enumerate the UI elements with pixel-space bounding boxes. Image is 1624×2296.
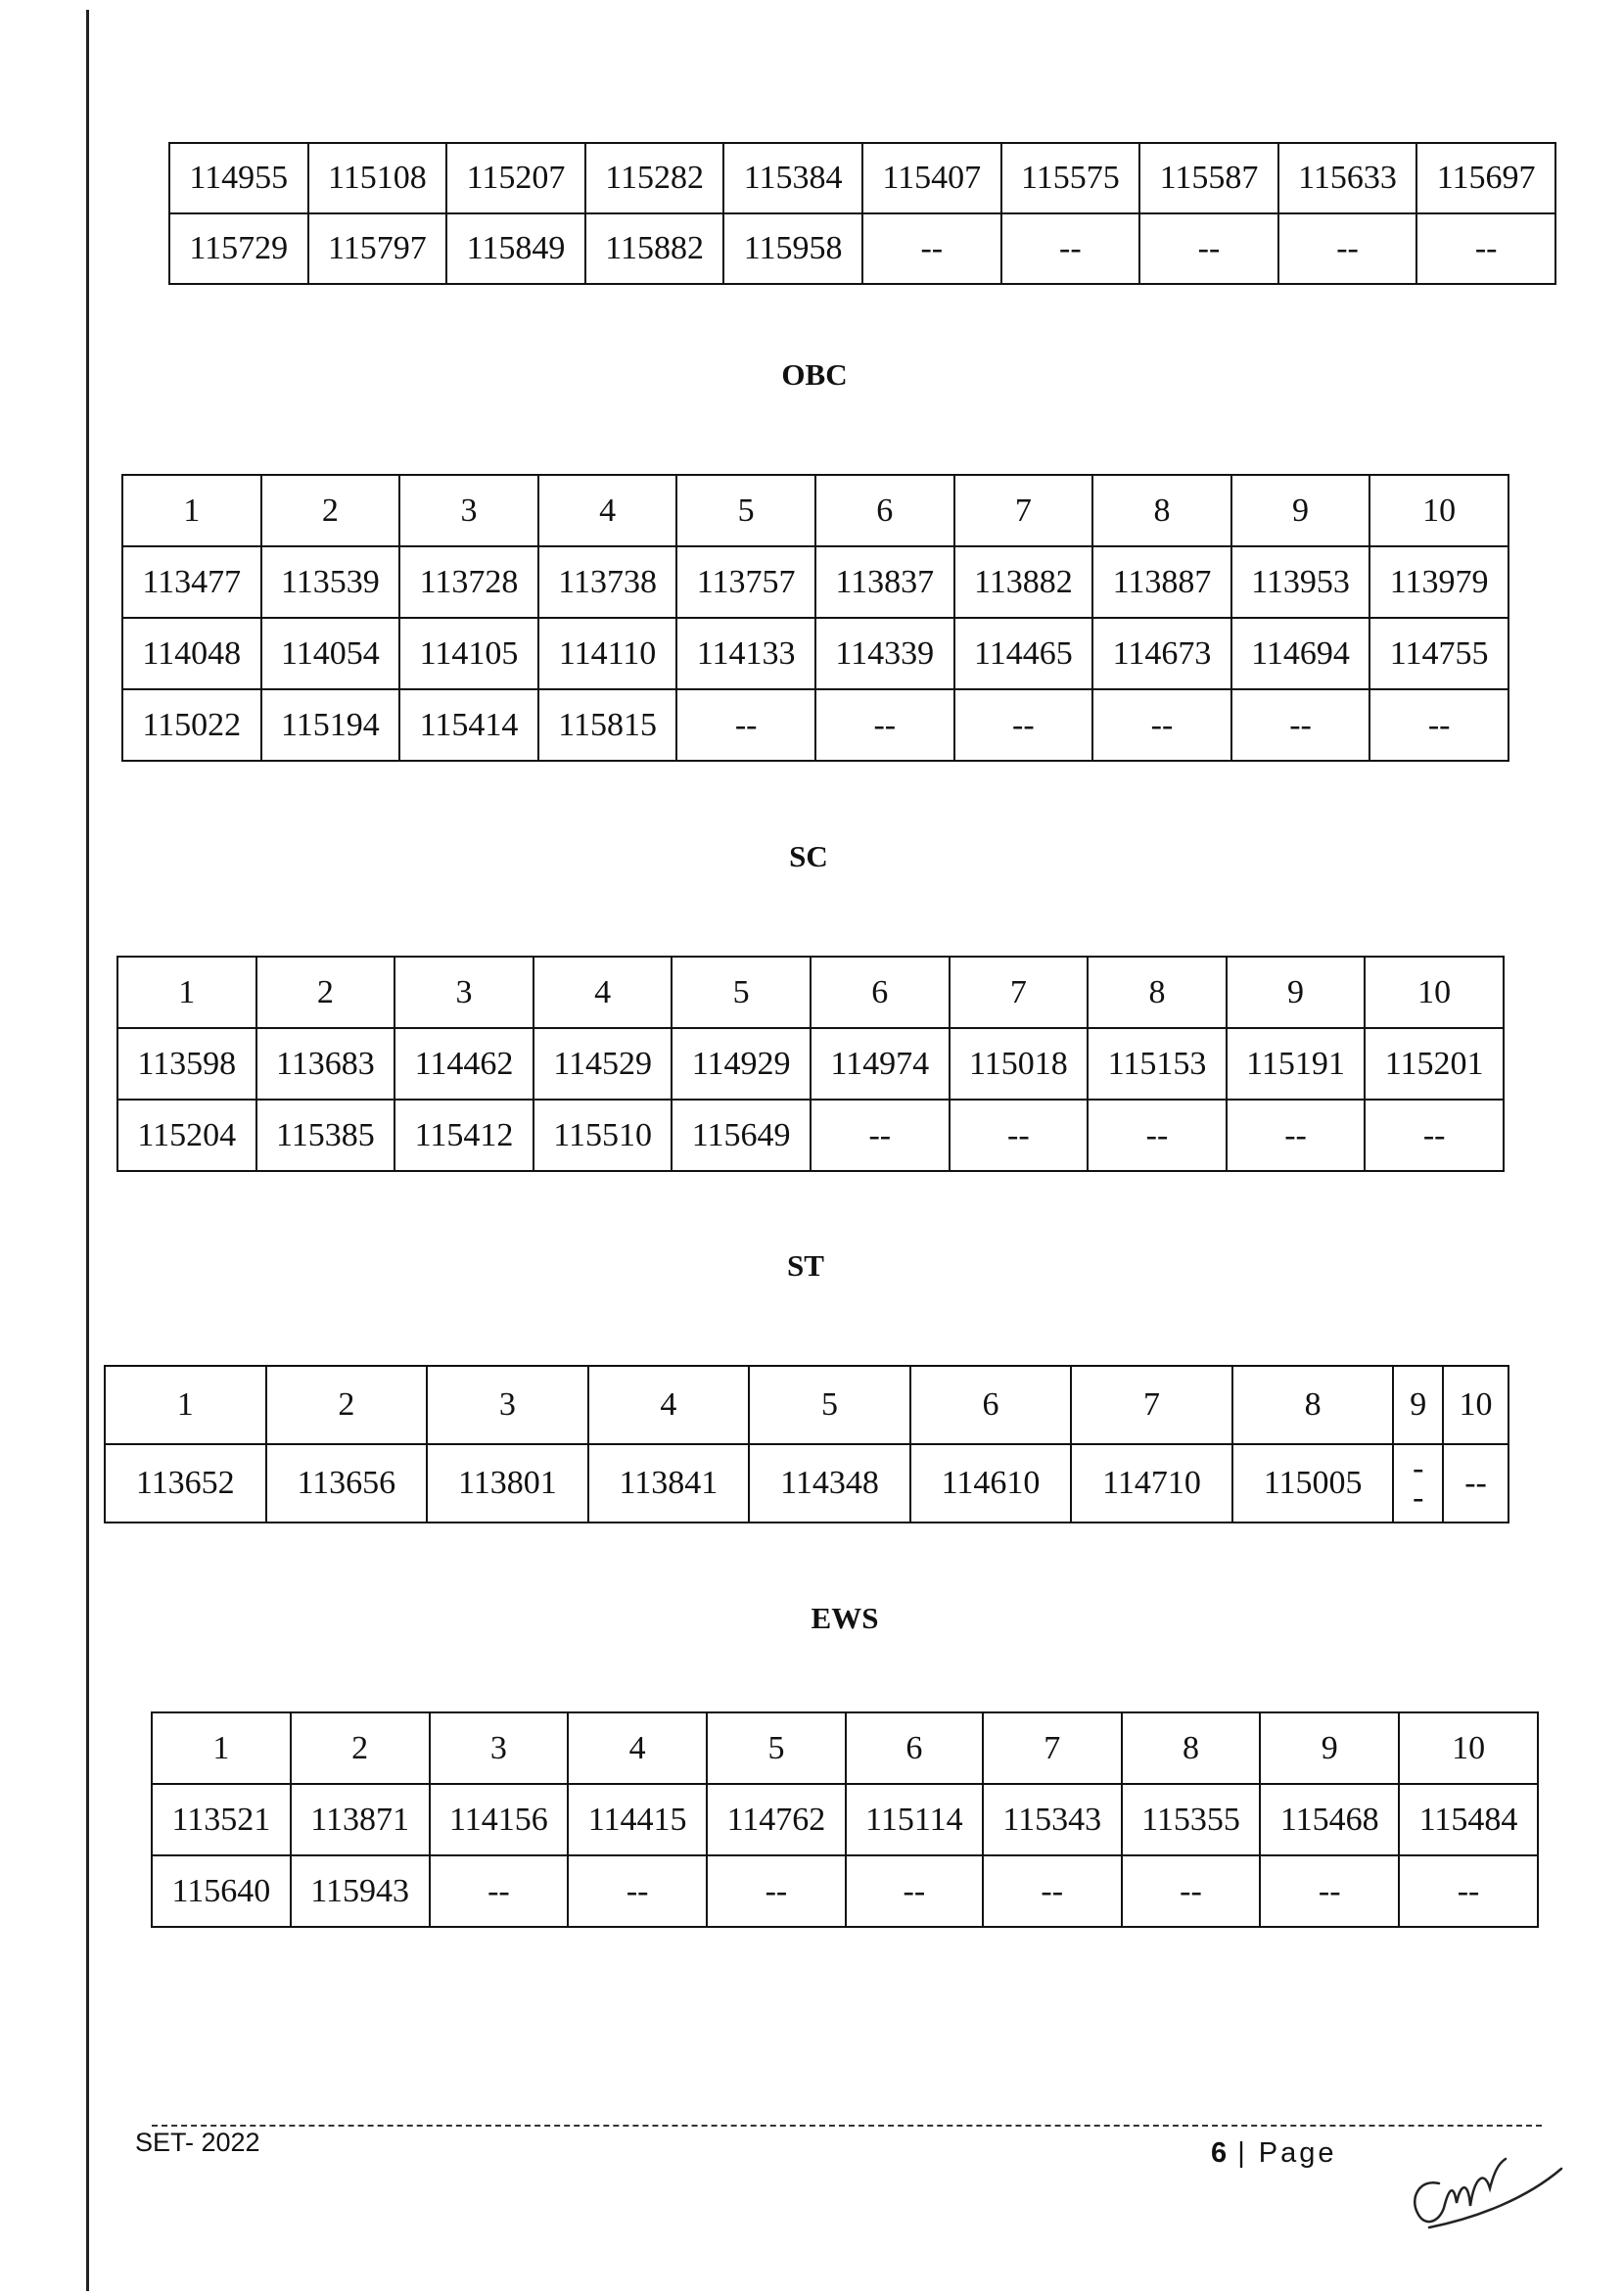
left-margin-line xyxy=(86,10,89,2291)
table-cell: 115355 xyxy=(1122,1784,1261,1855)
table-cell: 8 xyxy=(1088,957,1227,1028)
table-row xyxy=(122,618,1508,689)
table-cell: 6 xyxy=(811,957,950,1028)
table-row xyxy=(152,1855,1538,1927)
table-cell: 115640 xyxy=(152,1855,291,1927)
table-cell: 115587 xyxy=(1139,143,1278,213)
table-cell: 115697 xyxy=(1416,143,1555,213)
table-cell: -- xyxy=(1260,1855,1399,1927)
table-cell: -- xyxy=(1088,1100,1227,1171)
table-row xyxy=(152,1784,1538,1855)
table-cell: 9 xyxy=(1260,1712,1399,1784)
table-cell: 114048 xyxy=(122,618,261,689)
table-cell: 114755 xyxy=(1369,618,1508,689)
table-cell: 113979 xyxy=(1369,546,1508,618)
table-cell: 115729 xyxy=(169,213,308,284)
table-cell: 1 xyxy=(152,1712,291,1784)
st-table xyxy=(104,1365,1509,1523)
table-cell: 113871 xyxy=(291,1784,430,1855)
table-cell: -- xyxy=(568,1855,707,1927)
table-cell: 114133 xyxy=(676,618,815,689)
table-cell: 10 xyxy=(1365,957,1504,1028)
table-cell: 4 xyxy=(538,475,677,546)
table-cell: 114974 xyxy=(811,1028,950,1100)
table-cell: 114694 xyxy=(1231,618,1370,689)
table-cell: 8 xyxy=(1122,1712,1261,1784)
table-cell: 113539 xyxy=(261,546,400,618)
table-cell: 7 xyxy=(1071,1366,1232,1444)
ews-table xyxy=(151,1711,1539,1928)
table-cell: 115191 xyxy=(1227,1028,1366,1100)
table-cell: 114110 xyxy=(538,618,677,689)
table-cell: 5 xyxy=(672,957,811,1028)
table-cell: 113652 xyxy=(105,1444,266,1523)
table-cell: 9 xyxy=(1231,475,1370,546)
table-cell: -- xyxy=(1231,689,1370,761)
table-cell: 115385 xyxy=(256,1100,395,1171)
table-cell: 113656 xyxy=(266,1444,428,1523)
table-cell: 115282 xyxy=(585,143,724,213)
table-cell: 2 xyxy=(291,1712,430,1784)
table-cell: 113757 xyxy=(676,546,815,618)
table-cell: 9 xyxy=(1393,1366,1443,1444)
sc-heading: SC xyxy=(789,839,828,873)
table-cell: 6 xyxy=(846,1712,983,1784)
table-row xyxy=(105,1444,1508,1523)
table-cell: 115958 xyxy=(723,213,862,284)
table-cell: 115815 xyxy=(538,689,677,761)
table-cell: 114156 xyxy=(430,1784,569,1855)
table-row xyxy=(122,475,1508,546)
table-cell: 113598 xyxy=(117,1028,256,1100)
table-cell: 10 xyxy=(1443,1366,1508,1444)
table-cell: 115943 xyxy=(291,1855,430,1927)
table-cell: -- xyxy=(1365,1100,1504,1171)
table-cell: -- xyxy=(676,689,815,761)
page-number: 6 xyxy=(1211,2137,1228,2169)
table-cell: 115882 xyxy=(585,213,724,284)
table-cell: -- xyxy=(1399,1855,1538,1927)
obc-heading: OBC xyxy=(781,357,848,392)
sc-table xyxy=(116,956,1505,1172)
table-cell: 10 xyxy=(1399,1712,1538,1784)
table-row xyxy=(122,689,1508,761)
table-cell: 2 xyxy=(266,1366,428,1444)
table-cell: 113728 xyxy=(399,546,538,618)
table-cell: 1 xyxy=(122,475,261,546)
table-cell: 115114 xyxy=(846,1784,983,1855)
table-cell: 8 xyxy=(1092,475,1231,546)
table-cell: 114710 xyxy=(1071,1444,1232,1523)
table-cell: 115207 xyxy=(446,143,585,213)
table-cell: 113521 xyxy=(152,1784,291,1855)
table-cell: 2 xyxy=(261,475,400,546)
table-cell: 114673 xyxy=(1092,618,1231,689)
table-cell: -- xyxy=(983,1855,1122,1927)
table-cell: 113882 xyxy=(954,546,1093,618)
table-cell: 113953 xyxy=(1231,546,1370,618)
table-cell: 6 xyxy=(815,475,954,546)
table-cell: -- xyxy=(1443,1444,1508,1523)
table-cell: 113683 xyxy=(256,1028,395,1100)
table-cell: 115005 xyxy=(1232,1444,1394,1523)
table-cell: -- xyxy=(430,1855,569,1927)
table-cell: -- xyxy=(1369,689,1508,761)
table-row xyxy=(169,143,1555,213)
table-row xyxy=(117,957,1504,1028)
table-cell: 113801 xyxy=(427,1444,588,1523)
table-cell: 4 xyxy=(588,1366,750,1444)
table-cell: 115633 xyxy=(1278,143,1417,213)
table-cell: -- xyxy=(950,1100,1089,1171)
table-cell: 115018 xyxy=(950,1028,1089,1100)
table-cell: 7 xyxy=(983,1712,1122,1784)
table-cell: -- xyxy=(1139,213,1278,284)
table-cell: -- xyxy=(815,689,954,761)
table-cell: - - xyxy=(1393,1444,1443,1523)
table-cell: 115414 xyxy=(399,689,538,761)
table-cell: -- xyxy=(811,1100,950,1171)
footer-set-label: SET- 2022 xyxy=(135,2128,260,2157)
table-cell: 115153 xyxy=(1088,1028,1227,1100)
table-row xyxy=(122,546,1508,618)
table-cell: 114462 xyxy=(394,1028,534,1100)
table-cell: 114105 xyxy=(399,618,538,689)
table-cell: 114955 xyxy=(169,143,308,213)
table-cell: 113887 xyxy=(1092,546,1231,618)
table-cell: 113477 xyxy=(122,546,261,618)
table-cell: -- xyxy=(862,213,1001,284)
table-cell: 4 xyxy=(568,1712,707,1784)
table-cell: 115412 xyxy=(394,1100,534,1171)
footer-divider xyxy=(152,2125,1542,2127)
table-cell: -- xyxy=(954,689,1093,761)
footer-page-indicator xyxy=(1211,2137,1337,2170)
table-cell: 8 xyxy=(1232,1366,1394,1444)
obc-table xyxy=(121,474,1509,762)
table-cell: 113841 xyxy=(588,1444,750,1523)
table-cell: 114529 xyxy=(534,1028,673,1100)
general-continuation-table xyxy=(168,142,1556,285)
table-cell: 1 xyxy=(105,1366,266,1444)
table-cell: 115849 xyxy=(446,213,585,284)
table-cell: 114465 xyxy=(954,618,1093,689)
table-cell: 3 xyxy=(430,1712,569,1784)
table-cell: -- xyxy=(846,1855,983,1927)
table-row xyxy=(117,1028,1504,1100)
table-cell: 114762 xyxy=(707,1784,846,1855)
table-cell: 115510 xyxy=(534,1100,673,1171)
table-cell: 3 xyxy=(399,475,538,546)
table-cell: 115384 xyxy=(723,143,862,213)
table-cell: 115108 xyxy=(308,143,447,213)
page-label: | Page xyxy=(1237,2137,1337,2169)
table-cell: 113738 xyxy=(538,546,677,618)
table-cell: -- xyxy=(1122,1855,1261,1927)
table-cell: 10 xyxy=(1369,475,1508,546)
table-cell: 5 xyxy=(707,1712,846,1784)
table-cell: 115022 xyxy=(122,689,261,761)
table-cell: 115468 xyxy=(1260,1784,1399,1855)
table-row xyxy=(117,1100,1504,1171)
table-cell: 4 xyxy=(534,957,673,1028)
table-cell: 115201 xyxy=(1365,1028,1504,1100)
table-cell: 115649 xyxy=(672,1100,811,1171)
table-cell: 5 xyxy=(749,1366,910,1444)
table-row xyxy=(169,213,1555,284)
table-row xyxy=(152,1712,1538,1784)
table-row xyxy=(105,1366,1508,1444)
table-cell: 6 xyxy=(910,1366,1072,1444)
table-cell: 114054 xyxy=(261,618,400,689)
table-cell: 115343 xyxy=(983,1784,1122,1855)
table-cell: 113837 xyxy=(815,546,954,618)
table-cell: 114339 xyxy=(815,618,954,689)
table-cell: 115204 xyxy=(117,1100,256,1171)
table-cell: -- xyxy=(1092,689,1231,761)
table-cell: 2 xyxy=(256,957,395,1028)
table-cell: 3 xyxy=(394,957,534,1028)
table-cell: -- xyxy=(1001,213,1140,284)
signature-mark xyxy=(1400,2130,1576,2247)
table-cell: 114610 xyxy=(910,1444,1072,1523)
table-cell: 5 xyxy=(676,475,815,546)
table-cell: 7 xyxy=(950,957,1089,1028)
st-heading: ST xyxy=(787,1248,824,1283)
table-cell: -- xyxy=(1416,213,1555,284)
table-cell: -- xyxy=(1227,1100,1366,1171)
table-cell: 3 xyxy=(427,1366,588,1444)
table-cell: -- xyxy=(1278,213,1417,284)
table-cell: 115484 xyxy=(1399,1784,1538,1855)
table-cell: 115575 xyxy=(1001,143,1140,213)
table-cell: 7 xyxy=(954,475,1093,546)
table-cell: 115797 xyxy=(308,213,447,284)
ews-heading: EWS xyxy=(811,1601,879,1635)
table-cell: 114348 xyxy=(749,1444,910,1523)
table-cell: 114415 xyxy=(568,1784,707,1855)
table-cell: 1 xyxy=(117,957,256,1028)
table-cell: -- xyxy=(707,1855,846,1927)
table-cell: 114929 xyxy=(672,1028,811,1100)
table-cell: 9 xyxy=(1227,957,1366,1028)
table-cell: 115407 xyxy=(862,143,1001,213)
table-cell: 115194 xyxy=(261,689,400,761)
